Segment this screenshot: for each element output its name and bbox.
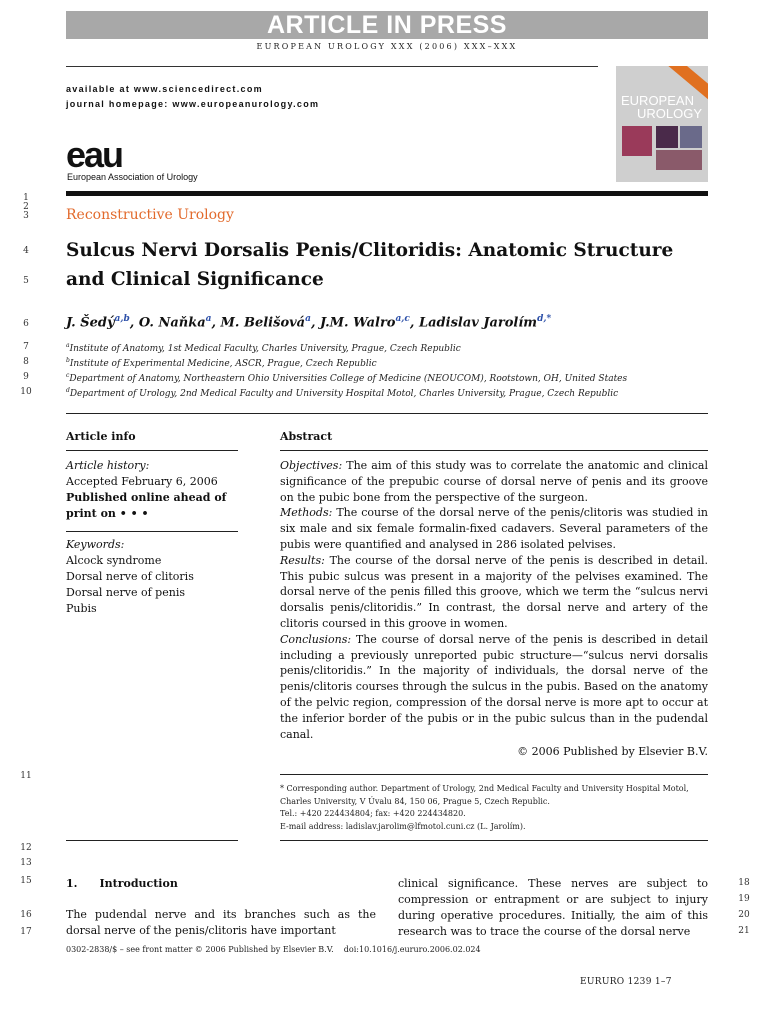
front-matter-line: 0302-2838/$ – see front matter © 2006 Published by Elsevier B.V. doi:10.1016/j.eururo.2006.02.024 [66, 945, 481, 954]
history-label: Article history: [66, 459, 150, 472]
line-number: 4 [23, 246, 29, 256]
affiliation: $^a$Institute of Anatomy, 1st Medical Faculty, Charles University, Prague, Czech Republic [66, 342, 461, 354]
affiliation: $^d$Department of Urology, 2nd Medical Faculty and University Hospital Motol, Charles University, Prague, Czech Republic [66, 387, 619, 399]
divider [280, 450, 708, 451]
journal-line: EUROPEAN UROLOGY XXX (2006) XXX–XXX [256, 42, 518, 51]
divider [66, 840, 238, 841]
header-thick-rule [66, 191, 708, 196]
section-title: Introduction [99, 877, 178, 890]
eau-logo-mark [66, 136, 146, 172]
abstract-methods: Methods: The course of the dorsal nerve of the penis/clitoris was studied in six male and six female formalin-fixed cadavers. Several parameters of the pubis were quantified and analysed in 286 isolated pelvises. [280, 506, 709, 551]
journal-cover-thumbnail [616, 66, 708, 182]
abstract-objectives: Objectives: The aim of this study was to correlate the anatomic and clinical significance of the prepubic course of dorsal nerve of penis and its groove on the pubic bone from the perspective of the surgeon. [280, 459, 709, 504]
cover-image [656, 126, 678, 148]
keyword: Alcock syndrome [66, 554, 162, 567]
article-history [66, 458, 246, 522]
line-number: 1 [23, 193, 29, 203]
corresponding-author-footnote [280, 783, 708, 833]
line-number: 9 [23, 372, 29, 382]
line-number: 16 [20, 910, 32, 920]
footnote-line: * Corresponding author. Department of Urology, 2nd Medical Faculty and University Hospital Motol, Charles University, V Úvalu 84, 150 06, Prague 5, Czech Republic. [280, 784, 689, 806]
author-affil-sup: a [305, 314, 311, 324]
keywords-block [66, 537, 246, 617]
author-name: J.M. Walro [320, 315, 396, 331]
line-number: 18 [738, 878, 750, 888]
line-number: 13 [20, 858, 32, 868]
author-name: O. Naňka [138, 315, 206, 331]
line-number: 7 [23, 342, 29, 352]
logo-caption: European Association of Urology [67, 172, 198, 182]
cover-image [622, 126, 652, 156]
homepage-link[interactable]: journal homepage: www.europeanurology.com [66, 99, 320, 109]
footnote-line: Tel.: +420 224434804; fax: +420 224434820. [280, 809, 466, 818]
accepted-date: Accepted February 6, 2006 [66, 475, 218, 488]
footnote-email[interactable]: E-mail address: ladislav.jarolim@lfmotol.cuni.cz (L. Jarolím). [280, 821, 526, 831]
article-info-heading: Article info [66, 430, 136, 443]
availability-block [66, 82, 319, 112]
section-number: 1. [66, 877, 78, 890]
cover-image [680, 126, 702, 148]
intro-heading [66, 877, 178, 890]
author-affil-sup: d,* [537, 314, 552, 324]
author-name: Ladislav Jarolím [418, 315, 538, 331]
line-number: 11 [20, 771, 32, 781]
line-number: 10 [20, 387, 32, 397]
affiliation: $^c$Department of Anatomy, Northeastern Ohio Universities College of Medicine (NEOUCOM), Rootstown, OH, United States [66, 372, 628, 384]
article-in-press-banner: ARTICLE IN PRESS [66, 11, 708, 39]
line-number: 6 [23, 319, 29, 329]
line-number: 21 [738, 926, 750, 936]
article-code: EURURO 1239 1–7 [580, 977, 672, 987]
line-number: 19 [738, 894, 750, 904]
line-number: 8 [23, 357, 29, 367]
title-line: and Clinical Significance [66, 269, 324, 290]
line-number: 3 [23, 211, 29, 221]
intro-right-column: clinical significance. These nerves are subject to compression or entrapment or are subject to injury during operative procedures. Initially, the aim of this research was to trace the course of the dorsal nerve [398, 877, 708, 938]
article-category: Reconstructive Urology [66, 207, 234, 223]
cover-image [656, 150, 702, 170]
abstract-results: Results: The course of the dorsal nerve of the penis is described in detail. This pubic sulcus was present in a majority of the pelvises examined. The dorsal nerve of the penis filled this groove, which we term the “sulcus nervi dorsalis penis/clitoridis.” In contrast, the dorsal nerve and artery of the clitoris coursed in this groove in women. [280, 553, 709, 630]
cover-title [621, 94, 702, 120]
author-list: J. Šedý$^{a,b}$, O. Naňka$^a$, M. Belišová$^a$, J.M. Walro$^{a,c}$, Ladislav Jarolím$^{d,*}$ [66, 314, 552, 331]
keyword: Dorsal nerve of clitoris [66, 570, 194, 583]
published-line: Published online ahead of [66, 491, 227, 504]
author-affil-sup: a,b [114, 314, 130, 324]
cover-title-line2: UROLOGY [637, 106, 703, 121]
keyword: Dorsal nerve of penis [66, 586, 185, 599]
published-line: print on • • • [66, 507, 149, 520]
author-name: J. Šedý [66, 315, 115, 331]
divider [66, 450, 238, 451]
abstract-heading: Abstract [280, 430, 333, 443]
affiliation: $^b$Institute of Experimental Medicine, ASCR, Prague, Czech Republic [66, 357, 377, 369]
author-affil-sup: a [205, 314, 212, 324]
article-title [66, 236, 706, 294]
line-number: 2 [23, 202, 29, 212]
line-number: 12 [20, 843, 32, 853]
divider [66, 531, 238, 532]
abstract-copyright: © 2006 Published by Elsevier B.V. [517, 745, 708, 759]
cover-title-line1: EUROPEAN [621, 93, 694, 108]
divider [280, 840, 708, 841]
author-name: M. Belišová [220, 315, 306, 331]
line-number: 20 [738, 910, 750, 920]
abstract-body [280, 458, 708, 760]
eau-logo-text: eau [66, 136, 123, 172]
author-affil-sup: a,c [395, 314, 410, 324]
eau-logo [66, 136, 146, 176]
intro-left-column: The pudendal nerve and its branches such as the dorsal nerve of the penis/clitoris have important [66, 908, 376, 937]
line-number: 17 [20, 927, 32, 937]
line-number: 5 [23, 276, 29, 286]
available-link[interactable]: available at www.sciencedirect.com [66, 84, 263, 94]
line-number: 15 [20, 876, 32, 886]
abstract-conclusions: Conclusions: The course of dorsal nerve of the penis is described in detail including a previously unreported pubic structure—“sulcus nervi dorsalis penis/clitoridis.” In the majority of individuals, the dorsal nerve of the penis/clitoris courses through the sulcus in the pubis. Based on the anatomy of the pelvic region, compression of the dorsal nerve is more apt to occur at the inferior border of the pubis or in the pubic sulcus than in the pudendal canal. [280, 632, 709, 741]
top-rule [66, 66, 598, 67]
title-line: Sulcus Nervi Dorsalis Penis/Clitoridis: Anatomic Structure [66, 240, 674, 261]
keyword: Pubis [66, 602, 97, 615]
keywords-label: Keywords: [66, 538, 125, 551]
divider [280, 774, 708, 775]
divider [66, 413, 708, 414]
